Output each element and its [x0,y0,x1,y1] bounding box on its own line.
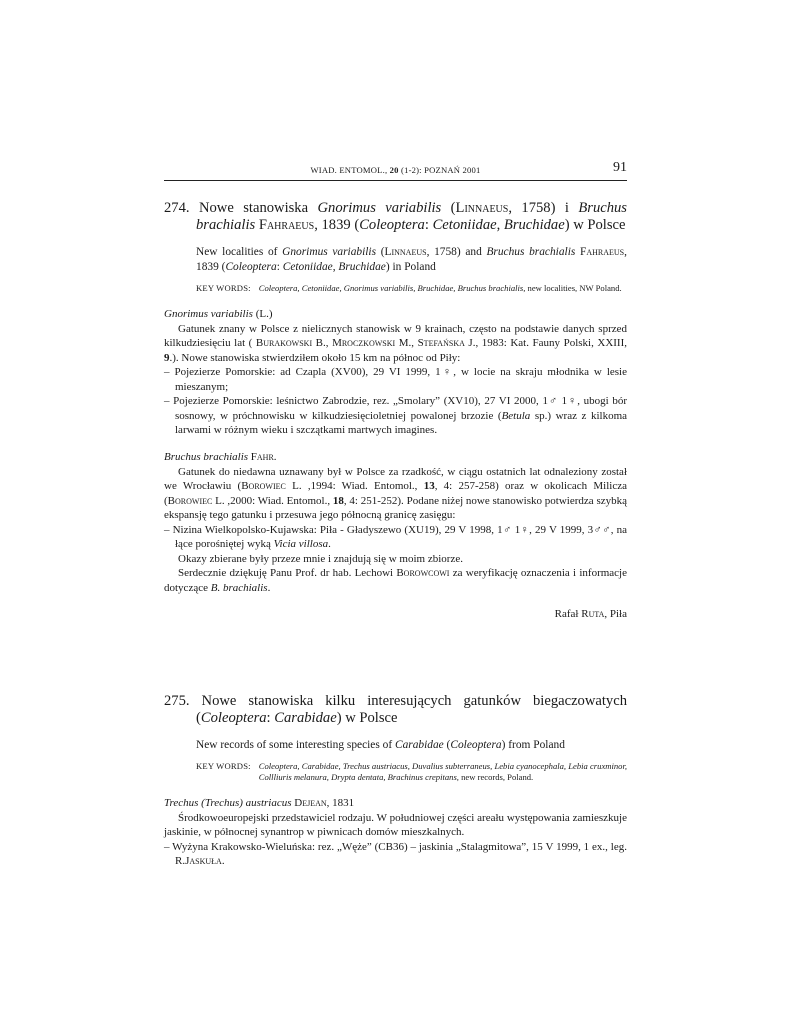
paragraph: Gatunek znany w Polsce z nielicznych stanowisk w 9 krainach, często na podstawie danych sprzed kilkudziesięciu lat ( Burakowski B., Mroczkowski M., Stefańska J., 1983: Kat. Fauny Polski, XXIII, 9.). Nowe stanowiska stwierdziłem około 15 km na północ od Piły: [164,322,628,364]
paragraph: Okazy zbierane były przeze mnie i znajdują się w moim zbiorze. [178,552,463,565]
keywords-label: KEY WORDS: [196,760,251,771]
article-274-english-title: New localities of Gnorimus variabilis (Linnaeus, 1758) and Bruchus brachialis Fahraeus, 1839 (Coleoptera: Cetoniidae, Bruchidae) in Poland [196,246,627,273]
paragraph: Gatunek do niedawna uznawany był w Polsce za rzadkość, w ciągu ostatnich lat odnaleziony został we Wrocławiu (Borowiec L. ,1994: Wiad. Entomol., 13, 4: 257-258) oraz w okolicach Milicza (Borowiec L. ,2000: Wiad. Entomol., 18, 4: 251-252). Podane niżej nowe stanowisko potwierdza szybką ekspansję tego gatunku i przesuwa jego północną granicę zasięgu: [164,465,627,521]
running-header [164,158,627,181]
acknowledgement-paragraph: Serdecznie dziękuję Panu Prof. dr hab. Lechowi Borowcowi za weryfikację oznaczenia i informacje dotyczące B. brachialis. [164,567,627,594]
author-signature: Rafał Ruta, Piła [554,608,627,620]
locality-item: – Pojezierze Pomorskie: ad Czapla (XV00), 29 VI 1999, 1♀, w locie na skraju młodnika w lesie mieszanym; [164,366,627,393]
article-274-keywords [164,283,627,295]
species-heading-gnorimus: Gnorimus variabilis (L.) [164,307,273,320]
paragraph: Środkowoeuropejski przedstawiciel rodzaju. W południowej części areału występowania zamieszkuje jaskinie, w północnej synantrop w piwnicach domów mieszkalnych. [164,811,627,838]
journal-page [164,158,627,869]
keywords-text: Coleoptera, Cetoniidae, Gnorimus variabilis, Bruchidae, Bruchus brachialis, new localities, NW Poland. [258,283,622,293]
journal-citation: WIAD. ENTOMOL., 20 (1-2): POZNAŃ 2001 [310,165,481,175]
section-spacer [164,622,627,674]
keywords-text: Coleoptera, Carabidae, Trechus austriacus, Duvalius subterraneus, Lebia cyanocephala, Lebia cruxminor, Collliuris melanura, Drypta dentata, Brachinus crepitans, new records, Poland. [258,760,627,782]
locality-item: – Wyżyna Krakowsko-Wieluńska: rez. „Węże” (CB36) – jaskinia „Stalagmitowa”, 15 V 1999, 1 ex., leg. R.Jaskuła. [164,840,627,867]
article-274-title: 274. Nowe stanowiska Gnorimus variabilis (Linnaeus, 1758) i Bruchus brachialis Fahraeus, 1839 (Coleoptera: Cetoniidae, Bruchidae) w Polsce [164,200,627,233]
keywords-label: KEY WORDS: [196,283,251,293]
locality-item: – Pojezierze Pomorskie: leśnictwo Zabrodzie, rez. „Smolary” (XV10), 27 VI 2000, 1♂ 1♀, ubogi bór sosnowy, w próchnowisku w kilkudziesięcioletniej powalonej brzozie (Betula sp.) wraz z kilkoma larwami w różnym wieku i szczątkami martwych imagines. [164,395,628,436]
article-275-keywords [164,761,627,784]
article-275-english-title: New records of some interesting species of Carabidae (Coleoptera) from Poland [196,738,565,751]
species-heading-bruchus: Bruchus brachialis Fahr. [164,450,277,463]
species-heading-trechus: Trechus (Trechus) austriacus Dejean, 1831 [164,796,355,809]
page-number: 91 [613,160,627,175]
locality-item: – Nizina Wielkopolsko-Kujawska: Piła - Gładyszewo (XU19), 29 V 1998, 1♂ 1♀, 29 V 1999, 3♂♂, na łące porośniętej wyką Vicia villosa. [164,523,627,550]
article-275-title: 275. Nowe stanowiska kilku interesujących gatunków biegaczowatych (Coleoptera: Carabidae) w Polsce [164,692,627,726]
